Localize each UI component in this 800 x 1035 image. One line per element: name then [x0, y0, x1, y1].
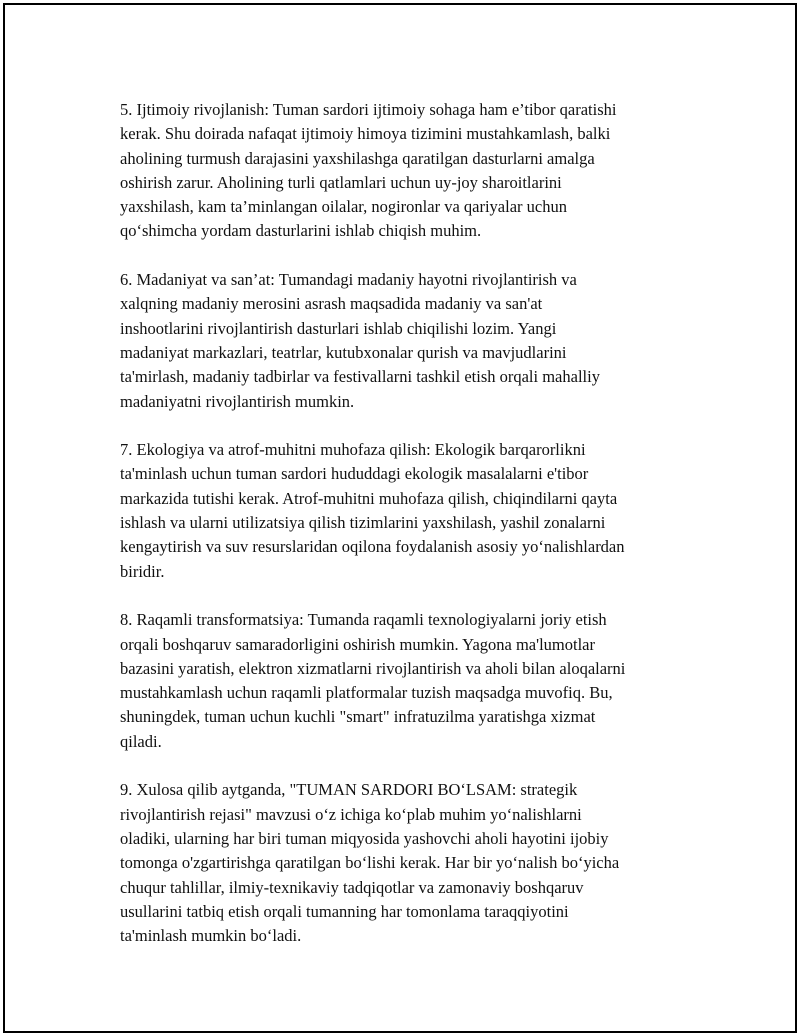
- paragraph-culture-and-art: 6. Madaniyat va san’at: Tumandagi madaniy hayotni rivojlantirish va xalqning madaniy merosini asrash maqsadida madaniy va san'at inshootlarini rivojlantirish dasturlari ishlab chiqilishi lozim. Yangi madaniyat markazlari, teatrlar, kutubxonalar qurish va mavjudlarini ta'mirlash, madaniy tadbirlar va festivallarni tashkil etish orqali mahalliy madaniyatni rivojlantirish mumkin.: [120, 270, 600, 411]
- document-body: [120, 98, 700, 973]
- page-frame: [3, 3, 797, 1033]
- paragraph-digital-transformation: 8. Raqamli transformatsiya: Tumanda raqamli texnologiyalarni joriy etish orqali boshqaruv samaradorligini oshirish mumkin. Yagona ma'lumotlar bazasini yaratish, elektron xizmatlarni rivojlantirish va aholi bilan aloqalarni mustahkamlash uchun raqamli platformalar tuzish maqsadga muvofiq. Bu, shuningdek, tuman uchun kuchli "smart" infratuzilma yaratishga xizmat qiladi.: [120, 610, 626, 751]
- paragraph-ecology: 7. Ekologiya va atrof-muhitni muhofaza qilish: Ekologik barqarorlikni ta'minlash uchun tuman sardori hududdagi ekologik masalalarni e'tibor markazida tutishi kerak. Atrof-muhitni muhofaza qilish, chiqindilarni qayta ishlash va ularni utilizatsiya qilish tizimlarini yaxshilash, yashil zonalarni kengaytirish va suv resurslaridan oqilona foydalanish asosiy yo‘nalishlardan biridir.: [120, 440, 625, 581]
- paragraph-social-development: 5. Ijtimoiy rivojlanish: Tuman sardori ijtimoiy sohaga ham e’tibor qaratishi kerak. Shu doirada nafaqat ijtimoiy himoya tizimini mustahkamlash, balki aholining turmush darajasini yaxshilashga qaratilgan dasturlarni amalga oshirish zarur. Aholining turli qatlamlari uchun uy-joy sharoitlarini yaxshilash, kam ta’minlangan oilalar, nogironlar va qariyalar uchun qo‘shimcha yordam dasturlarini ishlab chiqish muhim.: [120, 100, 617, 241]
- paragraph-conclusion: 9. Xulosa qilib aytganda, "TUMAN SARDORI BO‘LSAM: strategik rivojlantirish rejasi" mavzusi o‘z ichiga ko‘plab muhim yo‘nalishlarni oladiki, ularning har biri tuman miqyosida yashovchi aholi hayotini ijobiy tomonga o'zgartirishga qaratilgan bo‘lishi kerak. Har bir yo‘nalish bo‘yicha chuqur tahlillar, ilmiy-texnikaviy tadqiqotlar va zamonaviy boshqaruv usullarini tatbiq etish orqali tumanning har tomonlama taraqqiyotini ta'minlash mumkin bo‘ladi.: [120, 780, 620, 946]
